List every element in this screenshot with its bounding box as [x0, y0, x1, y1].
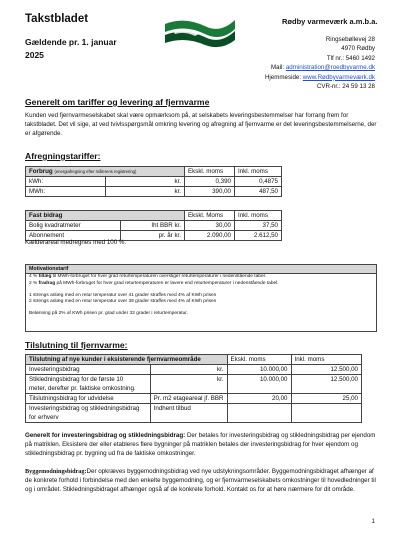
line2-bold: fradrag — [38, 280, 56, 286]
motivation-line-3: 1 strengs anlæg med en retur temperatur over 41 grader straffes med 4% af KWh prisen — [29, 292, 217, 298]
tilslutning-head: Tilslutning af nye kunder i eksisterende fjernvarmeområde — [26, 355, 228, 365]
row-ex: 30,00 — [185, 221, 235, 231]
row-label-line-1: Investeringsbidrag og stikledningsbidrag — [29, 405, 140, 412]
table-header-row — [26, 211, 282, 221]
address-street: Ringsebøllevej 28 — [325, 36, 375, 43]
line2-post: på MWh-forbruget for hver grad returtemperaturen er lavere end returtemperaturer i nedenstående tabel. — [55, 280, 279, 286]
kaelder-note: Kælderareal medregnes med 100 %. — [25, 239, 127, 246]
document-title: Takstbladet — [25, 13, 89, 25]
row-ex: 390,00 — [185, 187, 235, 197]
invest-bold: Generelt for investeringsbidrag og stikledningsbidrag: — [25, 432, 186, 439]
table-row — [26, 404, 362, 423]
ex-moms-header: Ekskl. Moms — [185, 211, 235, 221]
general-text: Kunden ved fjernvarmeselskabet skal være opmærksom på, at selskabets leveringsbestemmelser har forrang frem for takstbladet. Det vil sige, at ved tvivlsspørgsmål omkring levering og afregning af fjernvarme er det leveringsbestemmelserne, der er afgørende. — [25, 112, 377, 138]
row-unit: pr. år kr. — [121, 231, 185, 241]
row-label-line-2: for erhverv — [29, 414, 59, 421]
page-number: 1 — [371, 518, 375, 525]
address-home — [265, 73, 375, 82]
table-header-row — [26, 355, 362, 365]
row-label: Investeringsbidrag — [26, 365, 151, 375]
row-ex: 10.000,00 — [227, 375, 291, 394]
company-address — [265, 35, 375, 91]
row-label: MWh: — [26, 187, 106, 197]
row-in: 12.500,00 — [291, 365, 362, 375]
homepage-link[interactable]: www.Rødbyvarmeværk.dk — [302, 73, 375, 81]
in-moms-header: Inkl. moms — [235, 211, 282, 221]
row-ex: 0,390 — [185, 177, 235, 187]
table-row — [26, 221, 282, 231]
table-row — [26, 187, 282, 197]
row-label: kWh: — [26, 177, 106, 187]
forbrug-head-cell — [26, 167, 185, 177]
afregning-heading: Afregningstariffer: — [25, 151, 101, 161]
company-name: Rødby varmeværk a.m.b.a. — [282, 17, 378, 26]
row-label — [26, 375, 151, 394]
forbrug-table — [25, 166, 282, 197]
mail-link[interactable]: administration@roedbyvarme.dk — [285, 64, 375, 72]
line1-pre: 4 % — [29, 274, 39, 279]
address-city: 4970 Rødby — [341, 45, 375, 53]
row-unit: Indhent tilbud — [150, 404, 227, 423]
motivation-line-2 — [26, 281, 376, 288]
row-ex: 20,00 — [227, 394, 291, 404]
row-in: 37,50 — [235, 221, 282, 231]
motivation-heading: Motivationstarif — [26, 265, 376, 274]
row-in: 0,4875 — [235, 177, 282, 187]
fast-bidrag-table — [25, 210, 282, 241]
motivation-box — [25, 264, 377, 332]
row-in: 25,00 — [291, 394, 362, 404]
row-unit: kr. — [106, 177, 185, 187]
row-in — [291, 404, 362, 423]
row-in: 487,50 — [235, 187, 282, 197]
general-heading: Generelt om tariffer og levering af fjernvarme — [25, 97, 210, 107]
table-row — [26, 365, 362, 375]
row-label: Tilslutningsbidrag for udvidelse — [26, 394, 151, 404]
row-ex — [227, 404, 291, 423]
row-unit: kr. — [106, 187, 185, 197]
row-label-line-1: Stikledningsbidrag for de første 10 — [29, 376, 124, 383]
row-ex: 10.000,00 — [227, 365, 291, 375]
table-row — [26, 394, 362, 404]
bygge-paragraph — [25, 467, 377, 495]
forbrug-head-note: (energiafregning efter målerens registrering) — [54, 169, 137, 174]
row-unit: Pr. m2 etageareal jf. BBR — [150, 394, 227, 404]
row-label: Abonnement — [26, 231, 121, 241]
fast-bidrag-head: Fast bidrag — [26, 211, 185, 221]
line1-bold: tillæg — [38, 274, 52, 279]
invest-paragraph — [25, 431, 377, 459]
validity-date — [25, 36, 135, 62]
row-unit: Iht BBR kr. — [121, 221, 185, 231]
tilslutning-heading: Tilslutning til fjernvarme: — [25, 340, 128, 350]
row-unit: kr. — [150, 365, 227, 375]
address-cvr: CVR-nr.: 24 59 13 28 — [316, 83, 375, 91]
table-row — [26, 375, 362, 394]
tilslutning-table — [25, 354, 362, 423]
ex-moms-header: Ekskl. moms — [227, 355, 291, 365]
row-ex: 2.090,00 — [185, 231, 235, 241]
in-moms-header: Inkl. moms — [291, 355, 362, 365]
mail-label: Mail: — [271, 64, 286, 72]
motivation-line-4: 2 strengs anlæg med en retur temperatur over 39 grader straffes med 4% af KWh prisen — [29, 299, 217, 305]
bygge-bold: Byggemodningsbidrag: — [25, 468, 87, 475]
row-label — [26, 404, 151, 423]
row-label: Bolig kvadratmeter — [26, 221, 121, 231]
row-unit: kr. — [150, 375, 227, 394]
bygge-text: Der opkræves byggemodningsbidrag ved nye udstykningsområder. Byggemodningsbidraget afhænger af de konkrete forhold i forbindelse med den enkelte byggemodning, og er fjernvarmeselskabets omkostninger til hovedledninger til og i området. Stikledningsbidraget afhænger også af de konkrete forhold. Kontakt os for at høre nærmere for dit område. — [25, 468, 376, 494]
address-phone: Tlf nr.: 5460 1492 — [326, 54, 375, 62]
home-label: Hjemmeside: — [264, 73, 303, 81]
row-label-line-2: meter, derefter pr. faktiske omkostning. — [29, 385, 136, 392]
ex-moms-header: Ekskl. moms — [185, 167, 235, 177]
table-header-row — [26, 167, 282, 177]
company-logo-icon — [165, 18, 235, 48]
address-mail — [265, 63, 375, 72]
row-in: 12.500,00 — [291, 375, 362, 394]
invest-text: Der betales for investeringsbidrag og stikledningsbidrag per ejendom på matriklen. Eksistere der eller etableres flere bygninger på matriklen betales der investeringsbidrag for hver ejendom og stikledningsbidrag pr. bygning ud fra de faktiske omkostninger. — [25, 432, 376, 458]
line1-post: til MWh-forbruget for hver grad returtemperaturen overstiger returtemperaturer i nedenstående tabel. — [51, 274, 267, 279]
row-in: 2.612,50 — [235, 231, 282, 241]
validity-line-1: Gældende pr. 1. januar — [25, 37, 117, 47]
validity-line-2: 2025 — [25, 50, 44, 60]
motivation-line-1 — [26, 274, 376, 281]
in-moms-header: Inkl. moms — [235, 167, 282, 177]
table-row — [26, 177, 282, 187]
line2-pre: 2 % — [29, 280, 39, 286]
motivation-line-5: Belønning på 2% af KWh prisen pr. grad under 32 grader i returtemperatur. — [29, 311, 188, 317]
forbrug-head-label: Forbrug — [29, 168, 53, 175]
